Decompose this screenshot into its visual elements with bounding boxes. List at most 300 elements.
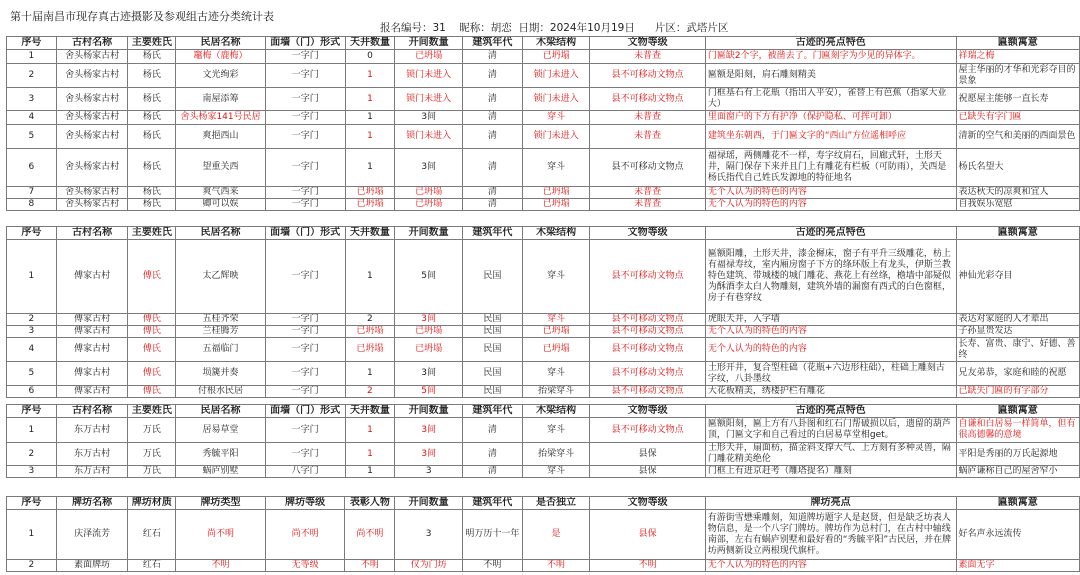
column-header: 开间数量 (395, 37, 463, 50)
table-cell: 1 (7, 50, 57, 64)
table-cell: 杨氏 (128, 111, 176, 125)
table-cell: 8 (7, 199, 57, 211)
table-cell: 一字门 (265, 64, 345, 88)
table-cell: 锁门未进入 (395, 88, 463, 111)
column-header: 建筑年代 (462, 497, 522, 510)
table-cell: 县保 (590, 443, 705, 466)
table-cell: 清 (463, 125, 523, 149)
table-cell: 县不可移动文物点 (590, 64, 705, 88)
table-cell: 傅氏 (128, 326, 176, 338)
table-cell: 一字门 (265, 125, 345, 149)
table-cell: 3间 (395, 362, 463, 386)
table-cell: 锁门未进入 (395, 64, 463, 88)
table-row (7, 466, 1080, 478)
table-cell: 五桂齐荣 (176, 314, 266, 326)
table-cell: 庆泽流芳 (56, 510, 128, 560)
table-cell: 0 (345, 50, 395, 64)
table-cell: 3 (7, 326, 57, 338)
table-cell: 祝愿屋主能够一直长寿 (956, 88, 1079, 111)
table-cell: 不明 (462, 560, 522, 572)
table-cell: 南屋添筹 (176, 88, 266, 111)
table-memorial-archways (6, 496, 1080, 572)
table-cell: 县不可移动文物点 (590, 326, 705, 338)
column-header: 天井数量 (345, 227, 395, 240)
table-cell: 好名声永远流传 (956, 510, 1079, 560)
table-cell: 穿斗 (522, 111, 590, 125)
table-cell: 望重关西 (176, 149, 266, 187)
table-cell: 清 (463, 88, 523, 111)
table-cell: 未普查 (590, 199, 705, 211)
table-cell: 民国 (463, 314, 523, 326)
table-cell: 清 (463, 418, 523, 443)
table-cell: 福禄瑶，两侧雕花不一样，寿字纹肩石，回廊式轩，土形天井，隔门保存下来并且门上有雕花有栏板（可防雨），关西是杨氏指代自己姓氏发源地的特征地名 (705, 149, 956, 187)
table-cell: 爽挹西山 (176, 125, 266, 149)
table-cell: 不明 (522, 560, 590, 572)
table-cell: 3间 (395, 314, 463, 326)
column-header: 古村名称 (56, 405, 128, 418)
column-header: 序号 (7, 497, 57, 510)
table-cell: 万氏 (128, 418, 176, 443)
table-cell: 红石 (128, 560, 176, 572)
table-cell: 傅家古村 (56, 386, 128, 398)
table-cell: 1 (345, 125, 395, 149)
table-cell: 1 (7, 418, 57, 443)
column-header: 民居名称 (176, 405, 266, 418)
table-cell: 清 (463, 149, 523, 187)
column-header: 主要姓氏 (128, 227, 176, 240)
table-cell: 县不可移动文物点 (590, 386, 705, 398)
column-header: 古迹的亮点特色 (705, 405, 956, 418)
table-cell: 7 (7, 187, 57, 199)
table-cell: 文光绚彩 (176, 64, 266, 88)
table-cell: 杨氏 (128, 64, 176, 88)
column-header: 面墙（门）形式 (265, 227, 345, 240)
table-cell: 民国 (463, 362, 523, 386)
table-cell: 舍头杨家古村 (56, 64, 128, 88)
table-cell: 不明 (176, 560, 266, 572)
column-header: 古村名称 (56, 227, 128, 240)
table-cell: 舍头杨家古村 (56, 187, 128, 199)
table-cell: 土形天井，扇面枋，描金斜支撑大气、上方刻有多种灵兽，隔门雕花精美绝伦 (705, 443, 956, 466)
table-cell: 素面无字 (956, 560, 1079, 572)
registration-info: 报名编号：31 昵称：胡恋 日期：2024年10月19日 片区：武塔片区 (380, 22, 729, 34)
table-cell: 秀毓平阳 (176, 443, 266, 466)
column-header: 匾额寓意 (956, 37, 1079, 50)
table-cell: 不明 (590, 560, 705, 572)
table-cell: 明万历十一年 (462, 510, 522, 560)
table-cell: 尚不明 (265, 510, 345, 560)
table-row (7, 187, 1080, 199)
table-cell: 锁门未进入 (522, 125, 590, 149)
column-header: 天井数量 (345, 37, 395, 50)
table-cell: 匾额阳刻，匾上方有八卦图和红石门帮破损以后，遗留的葫芦顶，门匾文字和自己看过的白居易草堂相get。 (705, 418, 956, 443)
column-header: 序号 (7, 405, 57, 418)
table-cell: 穿斗 (522, 466, 590, 478)
table-cell: 1 (345, 149, 395, 187)
table-cell: 爽气西来 (176, 187, 266, 199)
table-cell: 清 (463, 466, 523, 478)
table-cell: 杨氏 (128, 50, 176, 64)
table-cell: 3 (7, 466, 57, 478)
table-cell: 匾额是阳刻，肩石雕刻精美 (705, 64, 956, 88)
table-cell: 傅家古村 (56, 338, 128, 362)
table-cell: 一字门 (265, 386, 345, 398)
table-cell: 5 (7, 362, 57, 386)
table-cell: 素面牌坊 (56, 560, 128, 572)
column-header: 表彰人物 (345, 497, 395, 510)
table-row (7, 443, 1080, 466)
table-cell: 杨氏 (128, 187, 176, 199)
table-cell: 一字门 (265, 149, 345, 187)
table-cell: 祥瑞之梅 (956, 50, 1079, 64)
table-row (7, 418, 1080, 443)
table-cell: 一字门 (265, 88, 345, 111)
column-header: 古迹的亮点特色 (705, 227, 956, 240)
table-cell: 抬梁穿斗 (522, 386, 590, 398)
table-cell: 锁门未进入 (522, 88, 590, 111)
table-cell: 卿可以娱 (176, 199, 266, 211)
table-cell: 东万古村 (56, 418, 128, 443)
column-header: 文物等级 (590, 227, 705, 240)
table-cell: 傅家古村 (56, 362, 128, 386)
table-cell: 民国 (463, 240, 523, 314)
header-row (7, 405, 1080, 418)
table-row (7, 326, 1080, 338)
table-cell: 蜗庐谦称自己的屋舍窄小 (956, 466, 1079, 478)
table-cell: 穿斗 (522, 418, 590, 443)
table-cell: 一字门 (265, 314, 345, 326)
table-cell: 清 (463, 111, 523, 125)
table-cell: 1 (345, 64, 395, 88)
table-cell: 杨氏 (128, 199, 176, 211)
table-cell: 一字门 (265, 240, 345, 314)
table-cell: 4 (7, 338, 57, 362)
table-cell: 清 (463, 443, 523, 466)
table-cell: 3间 (395, 418, 463, 443)
column-header: 牌坊名称 (56, 497, 128, 510)
table-cell: 锁门未进入 (522, 64, 590, 88)
column-header: 古迹的亮点特色 (705, 37, 956, 50)
table-cell: 已坍塌 (345, 338, 395, 362)
column-header: 匾额寓意 (956, 227, 1079, 240)
table-cell: 4 (7, 111, 57, 125)
column-header: 主要姓氏 (128, 37, 176, 50)
table-cell: 6 (7, 149, 57, 187)
table-cell: 土形开井，复合型柱础（花瓶+六边形柱础），柱础上雕刻古字纹，八卦墨纹 (705, 362, 956, 386)
table-cell: 傅家古村 (56, 314, 128, 326)
table-row (7, 50, 1080, 64)
column-header: 文物等级 (590, 497, 705, 510)
table-cell: 一字门 (265, 50, 345, 64)
table-cell: 东万古村 (56, 443, 128, 466)
table-cell: 一字门 (265, 199, 345, 211)
table-cell: 县不可移动文物点 (590, 418, 705, 443)
table-cell: 未普查 (590, 111, 705, 125)
table-cell: 匾额阳雕，土形天井，漆金樨床，窗子有平升三级雕花，枋上有福禄寿纹，室内厢房窗子下方的绦环版上有龙头，伊斯兰教特色建筑、带城楼的城门雕花、燕花上有丝绦，檐墙中部疑似为酥酒李太白人物雕刻，建筑外墙的漏窗有西式的白色窗框，房子有巷穿纹 (705, 240, 956, 314)
table-cell: 县不可移动文物点 (590, 240, 705, 314)
table-row (7, 314, 1080, 326)
table-cell: 县不可移动文物点 (590, 338, 705, 362)
column-header: 序号 (7, 227, 57, 240)
table-cell: 尚不明 (345, 510, 395, 560)
column-header: 牌坊亮点 (705, 497, 956, 510)
table-cell: 舍头杨家古村 (56, 50, 128, 64)
table-cell: 舍头杨家141号民居 (176, 111, 266, 125)
column-header: 开间数量 (395, 227, 463, 240)
table-cell: 1 (7, 510, 57, 560)
table-cell: 已坍塌 (395, 199, 463, 211)
table-cell: 2 (7, 443, 57, 466)
table-cell: 县不可移动文物点 (590, 314, 705, 326)
table-cell: 万氏 (128, 466, 176, 478)
table-cell: 傅家古村 (56, 326, 128, 338)
table-cell: 杨氏 (128, 125, 176, 149)
table-cell: 民国 (463, 338, 523, 362)
column-header: 民居名称 (176, 227, 266, 240)
table-cell: 县不可移动文物点 (590, 88, 705, 111)
table-cell: 县不可移动文物点 (590, 362, 705, 386)
table-cell: 表达对家庭的人才辈出 (956, 314, 1079, 326)
table-cell: 县保 (590, 466, 705, 478)
table-cell: 舍头杨家古村 (56, 199, 128, 211)
table-cell: 无个人认为的特色的内容 (705, 199, 956, 211)
table-cell: 平阳是秀丽的万氏起源地 (956, 443, 1079, 466)
table-cell: 已坍塌 (522, 326, 590, 338)
table-cell: 一字门 (265, 338, 345, 362)
column-header: 天井数量 (345, 405, 395, 418)
table-cell: 民国 (463, 386, 523, 398)
table-cell: 穿斗 (522, 314, 590, 326)
table-cell: 五福临门 (176, 338, 266, 362)
document-title: 第十届南昌市现存真古迹摄影及参观组古迹分类统计表 (10, 10, 274, 23)
table-cell: 门框基石有上花瓶（指出入平安），雀替上有芭蕉（指家大业大） (705, 88, 956, 111)
table-cell: 无个人认为的特色的内容 (705, 326, 956, 338)
table-cell: 穿斗 (522, 149, 590, 187)
table-cell: 穿斗 (522, 240, 590, 314)
table-cell: 无等级 (265, 560, 345, 572)
table-cell: 门框上有进京赶考（雕塔提名）雕刻 (705, 466, 956, 478)
table-cell: 兄友弟恭，家庭和睦的祝愿 (956, 362, 1079, 386)
table-cell: 抬梁穿斗 (522, 443, 590, 466)
table-cell: 3间 (395, 111, 463, 125)
column-header: 民居名称 (176, 37, 266, 50)
table-cell: 3 (395, 510, 463, 560)
table-cell: 居易草堂 (176, 418, 266, 443)
table-cell: 神仙光彩夺目 (956, 240, 1079, 314)
column-header: 建筑年代 (463, 227, 523, 240)
table-cell: 埙篪并奏 (176, 362, 266, 386)
table-cell: 自我娱乐宽慰 (956, 199, 1079, 211)
table-cell: 2 (7, 64, 57, 88)
table-cell: 未普查 (590, 50, 705, 64)
table-cell: 杨氏 (128, 88, 176, 111)
table-cell: 傅氏 (128, 362, 176, 386)
table-cell: 无个人认为的特色的内容 (705, 187, 956, 199)
table-cell: 子孙显贵发达 (956, 326, 1079, 338)
table-cell: 傅氏 (128, 314, 176, 326)
column-header: 文物等级 (590, 37, 705, 50)
column-header: 木梁结构 (522, 227, 590, 240)
column-header: 建筑年代 (463, 405, 523, 418)
table-cell: 已坍塌 (522, 199, 590, 211)
table-cell: 已坍塌 (345, 199, 395, 211)
table-cell: 一字门 (265, 111, 345, 125)
column-header: 序号 (7, 37, 57, 50)
table-cell: 一字门 (265, 418, 345, 443)
table-cell: 傅家古村 (56, 240, 128, 314)
table-cell: 1 (345, 443, 395, 466)
table-cell: 5间 (395, 386, 463, 398)
header-row (7, 497, 1080, 510)
table-cell: 是 (522, 510, 590, 560)
table-cell: 县保 (590, 510, 705, 560)
table-cell: 锁门未进入 (395, 125, 463, 149)
table-cell: 已缺失门匾的有字部分 (956, 386, 1079, 398)
table-cell: 清 (463, 50, 523, 64)
table-cell: 傅氏 (128, 338, 176, 362)
table-row (7, 338, 1080, 362)
column-header: 建筑年代 (463, 37, 523, 50)
table-cell: 八字门 (265, 466, 345, 478)
table-cell: 已坍塌 (522, 338, 590, 362)
table-cell: 1 (345, 466, 395, 478)
table-cell: 1 (345, 240, 395, 314)
table-cell: 3间 (395, 443, 463, 466)
table-cell: 建筑坐东朝西，于门匾文字的“西山”方位遥相呼应 (705, 125, 956, 149)
table-cell: 一字门 (265, 443, 345, 466)
table-cell: 屋主华丽的才华和光彩夺目的景象 (956, 64, 1079, 88)
table-cell: 万氏 (128, 443, 176, 466)
column-header: 匾额寓意 (956, 497, 1079, 510)
header-row (7, 37, 1080, 50)
header-row (7, 227, 1080, 240)
table-row (7, 510, 1080, 560)
table-cell: 大花板精美，绣楼护栏有雕花 (705, 386, 956, 398)
table-cell: 已坍塌 (522, 50, 590, 64)
table-cell: 3间 (395, 149, 463, 187)
table-cell: 不明 (345, 560, 395, 572)
table-cell: 杨氏名望大 (956, 149, 1079, 187)
table-row (7, 64, 1080, 88)
table-cell: 仅为门坊 (395, 560, 463, 572)
column-header: 开间数量 (395, 405, 463, 418)
table-cell: 县不可移动文物点 (590, 149, 705, 187)
table-cell: 清 (463, 64, 523, 88)
table-row (7, 362, 1080, 386)
table-fu-village (6, 226, 1080, 398)
table-cell: 无个人认为的特色的内容 (705, 560, 956, 572)
table-row (7, 149, 1080, 187)
column-header: 文物等级 (590, 405, 705, 418)
table-cell: 已坍塌 (345, 326, 395, 338)
table-cell: 2 (345, 314, 395, 326)
table-cell: 傅氏 (128, 240, 176, 314)
table-cell: 太乙辉映 (176, 240, 266, 314)
table-cell: 3 (7, 88, 57, 111)
table-row (7, 199, 1080, 211)
table-cell: 一字门 (265, 326, 345, 338)
column-header: 牌坊类型 (176, 497, 266, 510)
table-cell: 6 (7, 386, 57, 398)
table-wan-village (6, 404, 1080, 478)
table-cell: 2 (345, 386, 395, 398)
column-header: 是否独立 (522, 497, 590, 510)
table-cell: 已坍塌 (395, 50, 463, 64)
table-cell: 自谦和白居易一样简单，但有很高德馨的意境 (956, 418, 1079, 443)
table-cell: 穿斗 (522, 362, 590, 386)
table-cell: 5 (7, 125, 57, 149)
table-cell: 傅氏 (128, 386, 176, 398)
table-cell: 清新的空气和美丽的西面景色 (956, 125, 1079, 149)
table-cell: 舍头杨家古村 (56, 111, 128, 125)
table-cell: 长寿、富贵、康宁、好德、善终 (956, 338, 1079, 362)
table-cell: 付根水民居 (176, 386, 266, 398)
table-cell: 舍头杨家古村 (56, 88, 128, 111)
table-cell: 蜗庐别墅 (176, 466, 266, 478)
table-cell: 有游街雪懋乘雕刻，知道牌坊题字人是赵贤，但是缺乏坊表人物信息，是一个八字门牌坊。牌坊作为总村门，在古村中轴线南部，左右有蜗庐别墅和最好看的“秀毓平阳”古民居，并在牌坊两侧新设立两根现代旗杆。 (705, 510, 956, 560)
column-header: 主要姓氏 (128, 405, 176, 418)
table-row (7, 125, 1080, 149)
table-cell: 尚不明 (176, 510, 266, 560)
table-row (7, 111, 1080, 125)
table-cell: 民国 (463, 326, 523, 338)
table-cell: 已缺失有字门匾 (956, 111, 1079, 125)
table-cell: 2 (7, 314, 57, 326)
table-cell: 虎眼天井，入字墙 (705, 314, 956, 326)
column-header: 面墙（门）形式 (265, 405, 345, 418)
table-cell: 1 (345, 362, 395, 386)
table-cell: 1 (345, 111, 395, 125)
table-cell: 杨氏 (128, 149, 176, 187)
table-cell: 表达秋天的凉爽和宜人 (956, 187, 1079, 199)
table-cell: 2 (7, 560, 57, 572)
table-row (7, 240, 1080, 314)
column-header: 木梁结构 (522, 405, 590, 418)
table-cell: 里面窗户的下方有护净（保护隐私、可挥可卸） (705, 111, 956, 125)
table-cell: 无个人认为的特色的内容 (705, 338, 956, 362)
table-cell: 未普查 (590, 187, 705, 199)
column-header: 牌坊等级 (265, 497, 345, 510)
table-cell: 1 (7, 240, 57, 314)
table-cell: 未普查 (590, 125, 705, 149)
column-header: 木梁结构 (522, 37, 590, 50)
column-header: 匾额寓意 (956, 405, 1079, 418)
table-cell: 竈梅（鹿梅） (176, 50, 266, 64)
table-cell: 舍头杨家古村 (56, 125, 128, 149)
table-cell: 一字门 (265, 362, 345, 386)
table-cell: 兰桂腾芳 (176, 326, 266, 338)
table-cell: 一字门 (265, 187, 345, 199)
table-cell: 东万古村 (56, 466, 128, 478)
table-cell: 清 (463, 187, 523, 199)
table-cell: 舍头杨家古村 (56, 149, 128, 187)
table-cell: 已坍塌 (345, 187, 395, 199)
column-header: 牌坊材质 (128, 497, 176, 510)
table-row (7, 560, 1080, 572)
table-cell: 已坍塌 (395, 326, 463, 338)
column-header: 面墙（门）形式 (265, 37, 345, 50)
table-row (7, 386, 1080, 398)
table-cell: 门匾缺2个字，被凿去了。门匾刻字为少见的异体字。 (705, 50, 956, 64)
column-header: 古村名称 (56, 37, 128, 50)
table-row (7, 88, 1080, 111)
table-cell: 已坍塌 (395, 187, 463, 199)
table-yang-village (6, 36, 1080, 211)
table-cell: 3 (395, 466, 463, 478)
table-cell: 1 (345, 88, 395, 111)
table-cell: 已坍塌 (522, 187, 590, 199)
table-cell: 5间 (395, 240, 463, 314)
